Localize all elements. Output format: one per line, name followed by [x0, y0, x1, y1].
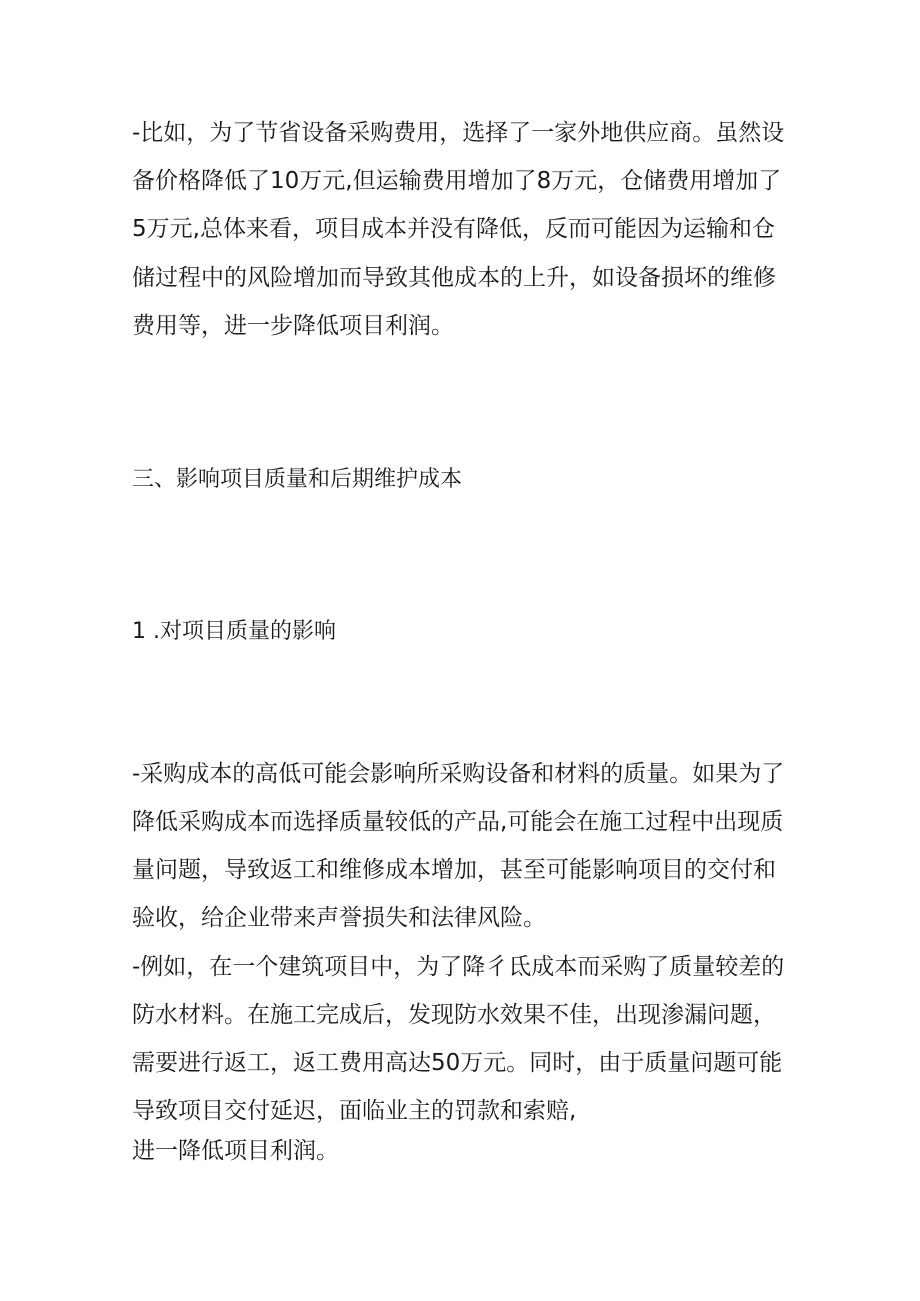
paragraph-2-line-4: 验收，给企业带来声誉损失和法律风险。	[132, 905, 546, 931]
paragraph-3-line-3: 需要进行返工，返工费用高达50万元。同时，由于质量问题可能	[132, 1050, 783, 1076]
paragraph-3-line-1: -例如，在一个建筑项目中，为了降彳氐成本而采购了质量较差的	[132, 954, 785, 980]
section-heading: 三、影响项目质量和后期维护成本	[132, 467, 463, 492]
paragraph-1-line-1: -比如，为了节省设备采购费用，选择了一家外地供应商。虽然设	[132, 120, 785, 146]
paragraph-2-line-3: 量问题，导致返工和维修成本增加，甚至可能影响项目的交付和	[132, 857, 776, 883]
paragraph-2-line-2: 降低采购成本而选择质量较低的产品,可能会在施工过程中出现质	[132, 809, 784, 835]
paragraph-1-line-2: 备价格降低了10万元,但运输费用增加了8万元，仓储费用增加了	[132, 168, 782, 194]
paragraph-3-line-4: 导致项目交付延迟，面临业主的罚款和索赔,	[132, 1098, 577, 1124]
paragraph-1-line-4: 储过程中的风险增加而导致其他成本的上升，如设备损坏的维修	[132, 265, 776, 291]
subsection-heading: 1 .对项目质量的影响	[132, 619, 336, 644]
paragraph-3-line-2: 防水材料。在施工完成后，发现防水效果不佳，出现渗漏问题，	[132, 1002, 776, 1028]
paragraph-2-line-1: -采购成本的高低可能会影响所采购设备和材料的质量。如果为了	[132, 761, 785, 787]
paragraph-1-line-3: 5万元,总体来看，项目成本并没有降低，反而可能因为运输和仓	[132, 216, 775, 242]
paragraph-3-line-5: 进一降低项目利润。	[132, 1138, 339, 1164]
paragraph-1-line-5: 费用等，进一步降低项目利润。	[132, 313, 454, 339]
